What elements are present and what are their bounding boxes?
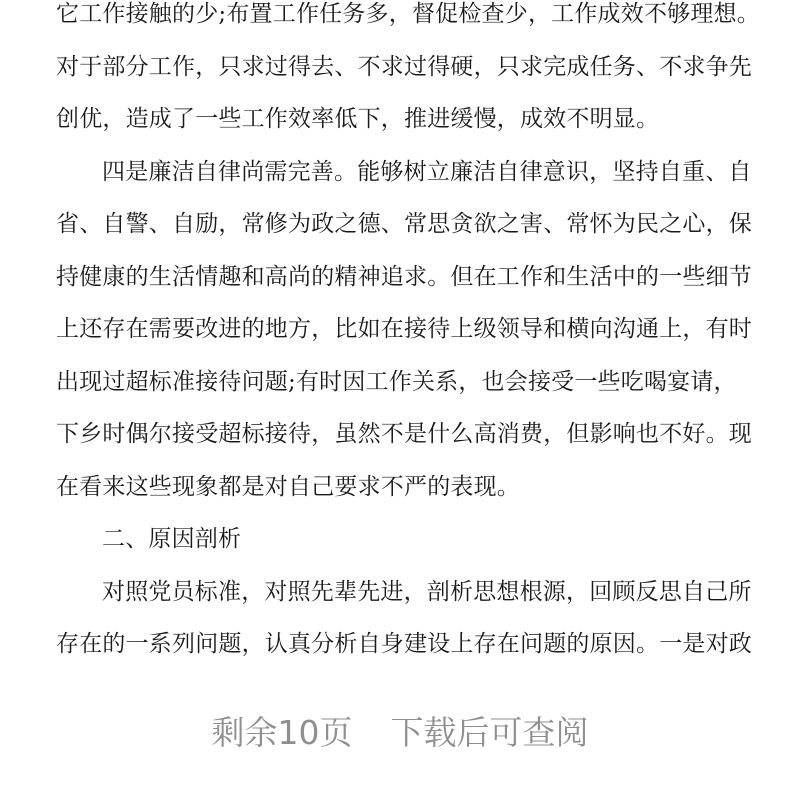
remaining-pages-label: 剩余10页 — [211, 712, 353, 752]
section-heading: 二、原因剖析 — [102, 526, 242, 552]
text-line: 在看来这些现象都是对自己要求不严的表现。 — [56, 473, 520, 500]
text-line: 省、自警、自励，常修为政之德、常思贪欲之害、常怀为民之心，保 — [56, 211, 752, 237]
paragraph-start-line: 四是廉洁自律尚需完善。能够树立廉洁自律意识，坚持自重、自 — [102, 158, 752, 185]
text-line: 出现过超标准接待问题;有时因工作关系，也会接受一些吃喝宴请， — [56, 368, 737, 395]
text-line: 创优，造成了一些工作效率低下，推进缓慢，成效不明显。 — [56, 106, 660, 132]
text-line: 存在的一系列问题，认真分析自身建设上存在问题的原因。一是对政 — [56, 631, 752, 657]
document-body — [56, 0, 760, 679]
text-line: 下乡时偶尔接受超标接待，虽然不是什么高消费，但影响也不好。现 — [56, 421, 752, 447]
text-line: 它工作接触的少;布置工作任务多，督促检查少，工作成效不够理想。 — [56, 1, 760, 27]
download-banner[interactable] — [0, 700, 800, 760]
text-line: 上还存在需要改进的地方，比如在接待上级领导和横向沟通上，有时 — [56, 316, 752, 342]
text-line: 持健康的生活情趣和高尚的精神追求。但在工作和生活中的一些细节 — [56, 263, 752, 290]
download-to-view-label[interactable]: 下载后可查阅 — [390, 712, 589, 752]
paragraph-start-line: 对照党员标准，对照先辈先进，剖析思想根源，回顾反思自己所 — [102, 578, 752, 605]
text-line: 对于部分工作，只求过得去、不求过得硬，只求完成任务、不求争先 — [56, 53, 752, 80]
